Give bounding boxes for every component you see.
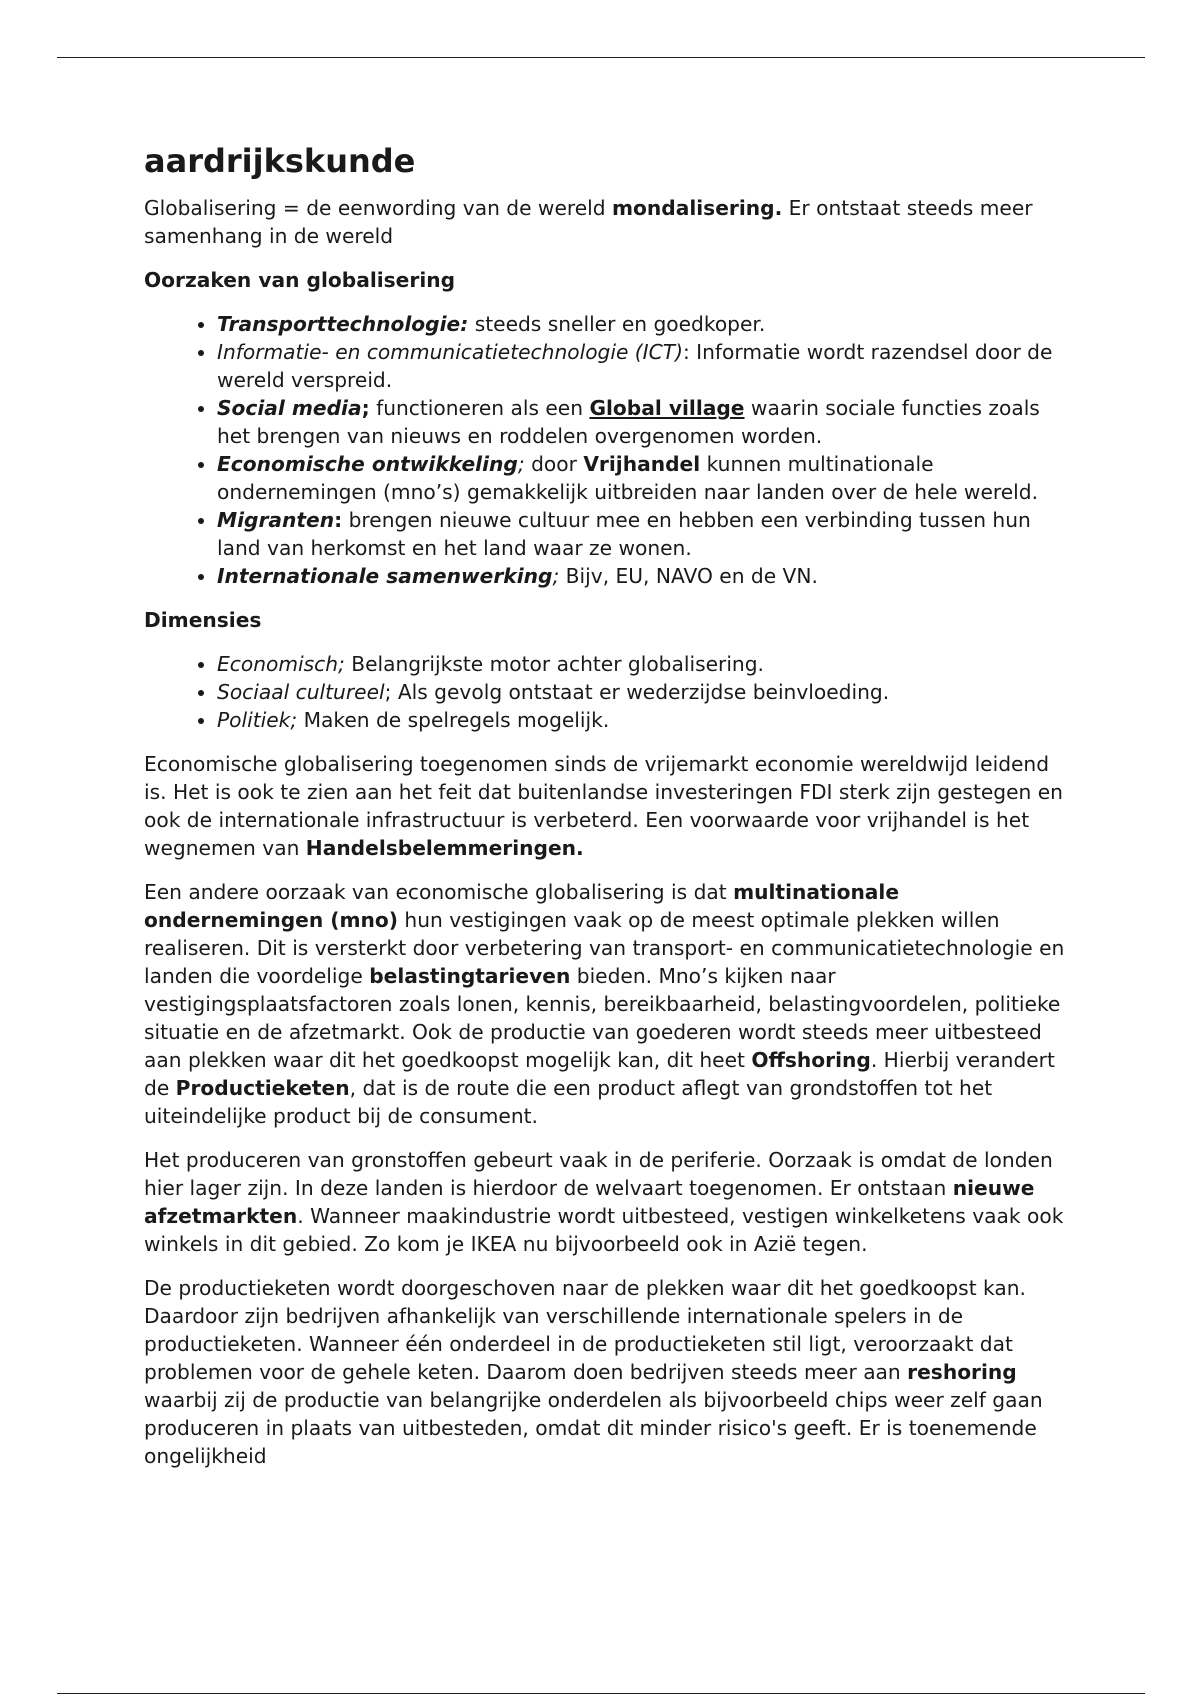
paragraph-bold: Offshoring [751, 1048, 871, 1072]
item-text: Maken de spelregels mogelijk. [297, 708, 610, 732]
item-text: Bijv, EU, NAVO en de VN. [559, 564, 818, 588]
item-term: Sociaal cultureel [217, 680, 385, 704]
paragraph-bold: Handelsbelemmeringen. [305, 836, 584, 860]
item-text: door [524, 452, 584, 476]
paragraph-periphery [144, 1146, 1074, 1258]
list-item [217, 506, 1074, 562]
dimensions-heading: Dimensies [144, 608, 262, 632]
dimensions-list [144, 650, 1074, 734]
item-bold-underline: Global village [589, 396, 745, 420]
paragraph-text: waarbij zij de productie van belangrijke onderdelen als bijvoorbeeld chips weer zelf gaan produceren in plaats van uitbesteden, omdat dit minder risico's geeft. Er is toenemende ongelijkheid [144, 1388, 1043, 1468]
item-text-2: waarin sociale functies zoals het brengen van nieuws en roddelen overgenomen worden. [217, 396, 1040, 448]
paragraph-bold: nieuwe afzetmarkten [144, 1176, 1035, 1228]
item-term: Internationale samenwerking [217, 564, 553, 588]
paragraph-bold: belastingtarieven [369, 964, 571, 988]
list-item [217, 310, 1074, 338]
paragraph-bold: Productieketen [175, 1076, 350, 1100]
item-sep: ; [361, 396, 370, 420]
paragraph-bold: multinationale ondernemingen (mno) [144, 880, 900, 932]
intro-paragraph [144, 194, 1074, 250]
list-item [217, 394, 1074, 450]
causes-heading: Oorzaken van globalisering [144, 268, 456, 292]
footer-rule [57, 1693, 1145, 1694]
item-term: Informatie- en communicatietechnologie (ICT) [217, 340, 683, 364]
list-item [217, 338, 1074, 394]
item-text: functioneren als een [369, 396, 590, 420]
item-text-2: kunnen multinationale ondernemingen (mno’s) gemakkelijk uitbreiden naar landen over de hele wereld. [217, 452, 1038, 504]
paragraph-text: Een andere oorzaak van economische globalisering is dat [144, 880, 734, 904]
paragraph-text: Het produceren van gronstoffen gebeurt vaak in de periferie. Oorzaak is omdat de londen hier lager zijn. In deze landen is hierdoor de welvaart toegenomen. Er ontstaan [144, 1148, 1053, 1200]
paragraph-text: Economische globalisering toegenomen sinds de vrijemarkt economie wereldwijd leidend is. Het is ook te zien aan het feit dat buitenlandse investeringen FDI sterk zijn gestegen en ook de internationale infrastructuur is verbeterd. Een voorwaarde voor vrijhandel is het wegnemen van [144, 752, 1063, 860]
item-text: steeds sneller en goedkoper. [468, 312, 766, 336]
paragraph-mno [144, 878, 1074, 1130]
list-item [217, 678, 1074, 706]
intro-bold: mondalisering. [611, 196, 783, 220]
item-term: Social media [217, 396, 362, 420]
document-page [144, 140, 1074, 1486]
list-item [217, 650, 1074, 678]
list-item [217, 562, 1074, 590]
intro-text: Globalisering = de eenwording van de wereld [144, 196, 612, 220]
paragraph-text: hun vestigingen vaak op de meest optimale plekken willen realiseren. Dit is versterkt door verbetering van transport- en communicatietechnologie en landen die voordelige [144, 908, 1065, 988]
item-sep: : [334, 508, 343, 532]
list-item [217, 450, 1074, 506]
causes-list [144, 310, 1074, 590]
paragraph-text: . Wanneer maakindustrie wordt uitbesteed, vestigen winkelketens vaak ook winkels in dit gebied. Zo kom je IKEA nu bijvoorbeeld ook in Azië tegen. [144, 1204, 1064, 1256]
item-term: Economische ontwikkeling [217, 452, 518, 476]
list-item [217, 706, 1074, 734]
item-sep: ; [517, 452, 525, 476]
page-title: aardrijkskunde [144, 142, 416, 180]
paragraph-text: bieden. Mno’s kijken naar vestigingsplaatsfactoren zoals lonen, kennis, bereikbaarheid, belastingvoordelen, politieke situatie en de afzetmarkt. Ook de productie van goederen wordt steeds meer uitbesteed aan plekken waar dit het goedkoopst mogelijk kan, dit heet [144, 964, 1061, 1072]
paragraph-text: . Hierbij verandert de [144, 1048, 1055, 1100]
item-sep: ; [552, 564, 560, 588]
intro-text-2: Er ontstaat steeds meer samenhang in de wereld [144, 196, 1033, 248]
paragraph-reshoring [144, 1274, 1074, 1470]
item-text: ; Als gevolg ontstaat er wederzijdse beinvloeding. [384, 680, 890, 704]
item-term: Migranten [217, 508, 335, 532]
item-term: Politiek; [217, 708, 298, 732]
item-term: Economisch; [217, 652, 345, 676]
item-text: : Informatie wordt razendsel door de wereld verspreid. [217, 340, 1053, 392]
header-rule [57, 57, 1145, 58]
item-text: Belangrijkste motor achter globalisering. [344, 652, 764, 676]
paragraph-text: De productieketen wordt doorgeschoven naar de plekken waar dit het goedkoopst kan. Daardoor zijn bedrijven afhankelijk van verschillende internationale spelers in de productieketen. Wanneer één onderdeel in de productieketen stil ligt, veroorzaakt dat problemen voor de gehele keten. Daarom doen bedrijven steeds meer aan [144, 1276, 1026, 1384]
paragraph-text: , dat is de route die een product aflegt van grondstoffen tot het uiteindelijke product bij de consument. [144, 1076, 993, 1128]
item-text: brengen nieuwe cultuur mee en hebben een verbinding tussen hun land van herkomst en het land waar ze wonen. [217, 508, 1031, 560]
item-term: Transporttechnologie: [217, 312, 469, 336]
paragraph-economic-globalisation [144, 750, 1074, 862]
item-bold: Vrijhandel [583, 452, 701, 476]
paragraph-bold: reshoring [907, 1360, 1017, 1384]
